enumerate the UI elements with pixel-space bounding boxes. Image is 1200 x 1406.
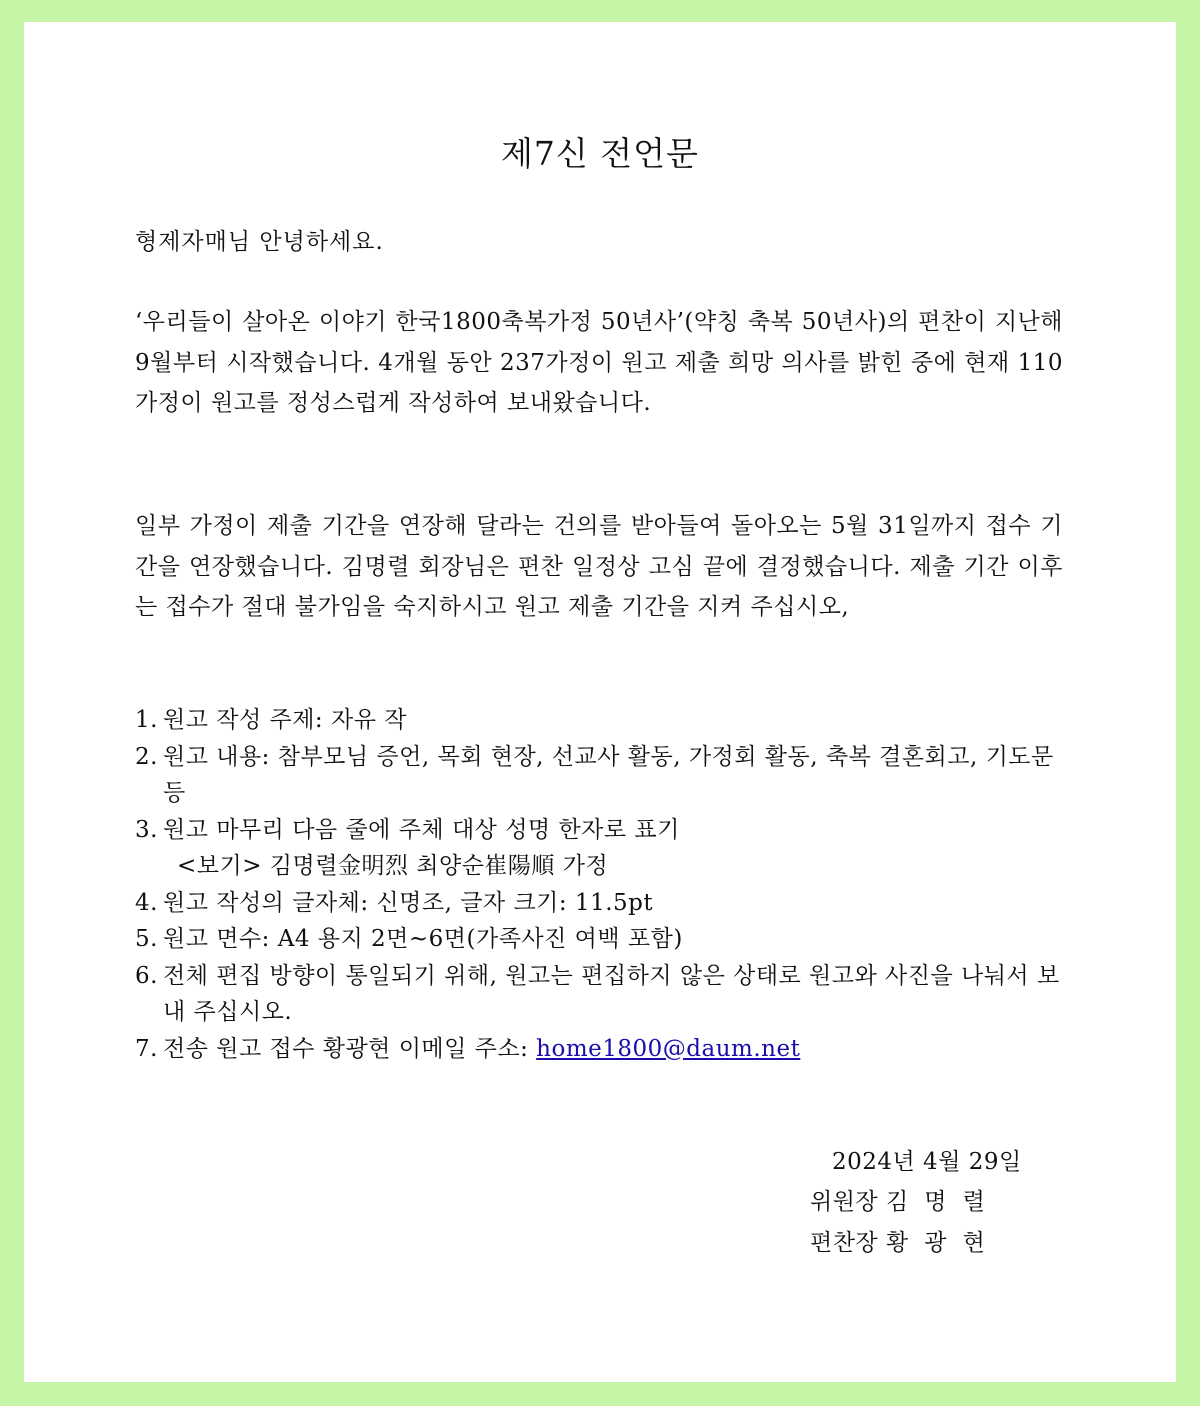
list-item xyxy=(135,702,1063,739)
list-item-number: 6. xyxy=(135,962,158,989)
document-title: 제7신 전언문 xyxy=(501,134,699,173)
list-item-number: 4. xyxy=(135,889,158,916)
list-item xyxy=(135,812,1063,885)
list-item-number: 3. xyxy=(135,816,158,843)
list-item-number: 1. xyxy=(135,707,158,733)
document-page xyxy=(24,22,1176,1382)
document-date: 2024년 4월 29일 xyxy=(832,1149,1022,1175)
signer-editor: 편찬장 황 광 현 xyxy=(810,1230,986,1256)
list-item-number: 2. xyxy=(135,743,158,770)
list-item xyxy=(135,1031,1063,1068)
list-item-text: 원고 내용: 참부모님 증언, 목회 현장, 선교사 활동, 가정회 활동, 축복 결혼회고, 기도문 등 xyxy=(163,743,1054,806)
list-item xyxy=(135,958,1063,1031)
list-item xyxy=(135,739,1063,812)
list-item-example: <보기> 김명렬金明烈 최양순崔陽順 가정 xyxy=(177,853,609,879)
list-item-text: 원고 작성의 글자체: 신명조, 글자 크기: 11.5pt xyxy=(163,889,654,916)
email-link[interactable]: home1800@daum.net xyxy=(536,1035,801,1062)
list-item-text: 원고 작성 주제: 자유 작 xyxy=(163,707,407,733)
list-item xyxy=(135,885,1063,922)
list-item-text: 원고 면수: A4 용지 2면~6면(가족사진 여백 포함) xyxy=(163,926,683,952)
list-item-text: 원고 마무리 다음 줄에 주체 대상 성명 한자로 표기 xyxy=(163,816,680,843)
signer-chairman: 위원장 김 명 렬 xyxy=(810,1189,986,1215)
guideline-list xyxy=(135,702,1063,1067)
list-item xyxy=(135,921,1063,958)
list-item-number: 5. xyxy=(135,926,158,952)
paragraph-deadline: 일부 가정이 제출 기간을 연장해 달라는 건의를 받아들여 돌아오는 5월 31일까지 접수 기간을 연장했습니다. 김명렬 회장님은 편찬 일정상 고심 끝에 결정했습니다. 제출 기간 이후는 접수가 절대 불가임을 숙지하시고 원고 제출 기간을 지켜 주십시오, xyxy=(135,513,1063,620)
list-item-text: 전송 원고 접수 황광현 이메일 주소: xyxy=(163,1035,537,1062)
greeting-text: 형제자매님 안녕하세요. xyxy=(135,229,384,255)
list-item-number: 7. xyxy=(135,1035,158,1062)
paragraph-intro: ‘우리들이 살아온 이야기 한국1800축복가정 50년사’(약칭 축복 50년사)의 편찬이 지난해 9월부터 시작했습니다. 4개월 동안 237가정이 원고 제출 희망 의사를 밝힌 중에 현재 110가정이 원고를 정성스럽게 작성하여 보내왔습니다. xyxy=(135,309,1063,416)
list-item-text: 전체 편집 방향이 통일되기 위해, 원고는 편집하지 않은 상태로 원고와 사진을 나눠서 보내 주십시오. xyxy=(163,962,1060,1025)
